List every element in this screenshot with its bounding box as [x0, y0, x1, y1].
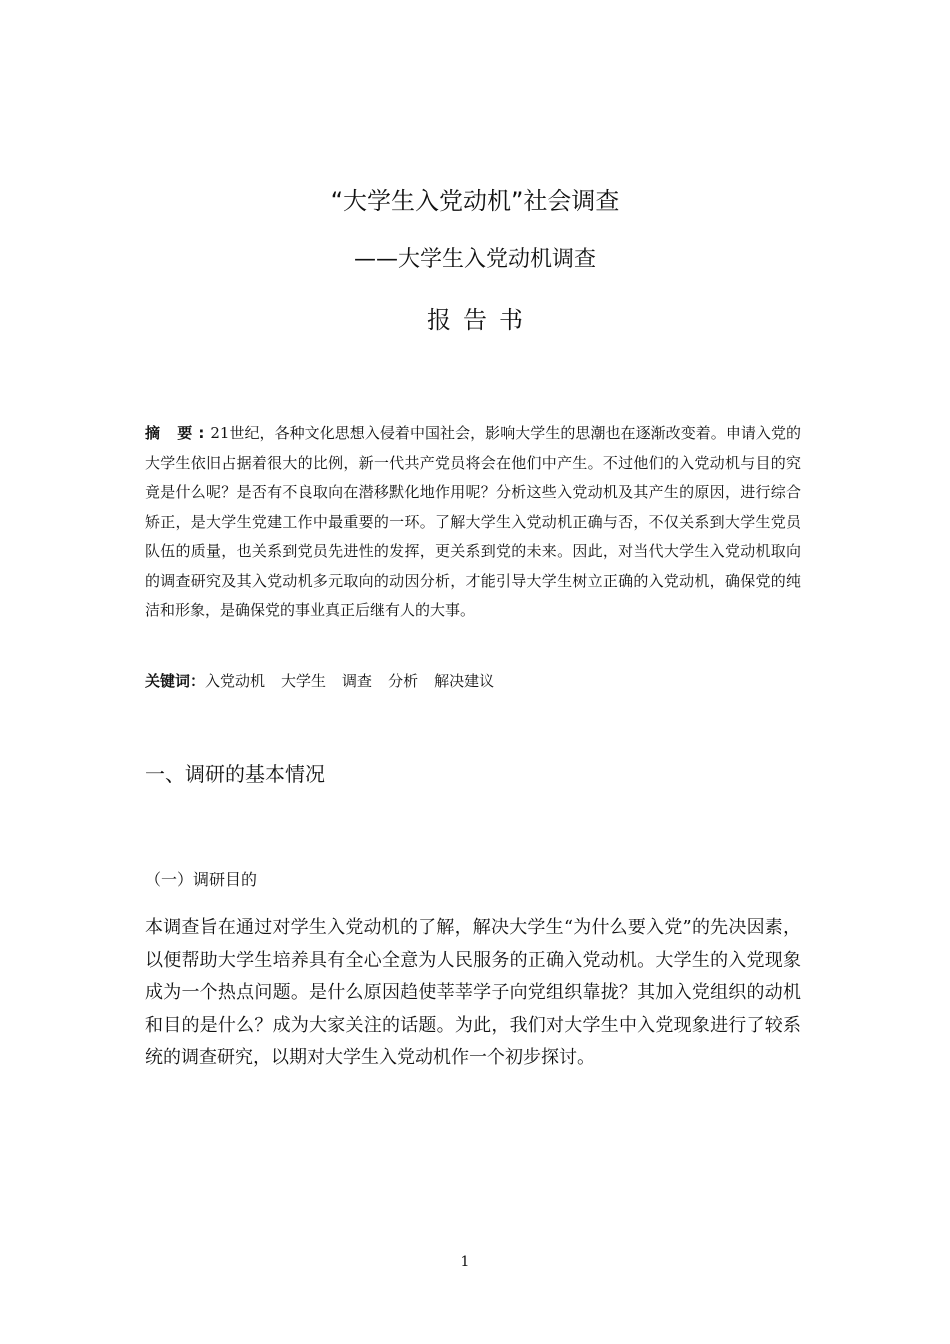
section-heading: 一、调研的基本情况 [145, 762, 325, 786]
page-number: 1 [460, 1254, 470, 1270]
keyword-item: 分析 [388, 672, 419, 690]
abstract-label: 摘 要: [145, 424, 211, 442]
keyword-item: 大学生 [281, 672, 327, 690]
abstract-text: 21世纪，各种文化思想入侵着中国社会，影响大学生的思潮也在逐渐改变着。申请入党的大学生依旧占据着很大的比例，新一代共产党员将会在他们中产生。不过他们的入党动机与目的究竟是什么呢？是否有不良取向在潜移默化地作用呢？分析这些入党动机及其产生的原因，进行综合矫正，是大学生党建工作中最重要的一环。了解大学生入党动机正确与否，不仅关系到大学生党员队伍的质量，也关系到党员先进性的发挥，更关系到党的未来。因此，对当代大学生入党动机取向的调查研究及其入党动机多元取向的动因分析，才能引导大学生树立正确的入党动机，确保党的纯洁和形象，是确保党的事业真正后继有人的大事。 [145, 424, 801, 619]
keywords-line [145, 667, 801, 695]
keyword-item: 调查 [342, 672, 373, 690]
report-subtitle: ——大学生入党动机调查 [353, 247, 596, 272]
body-paragraph: 本调查旨在通过对学生入党动机的了解，解决大学生“为什么要入党”的先决因素，以便帮助大学生培养具有全心全意为人民服务的正确入党动机。大学生的入党现象成为一个热点问题。是什么原因趋使莘莘学子向党组织靠拢？其加入党组织的动机和目的是什么？成为大家关注的话题。为此，我们对大学生中入党现象进行了较系统的调查研究，以期对大学生入党动机作一个初步探讨。 [145, 917, 801, 1068]
report-title: “大学生入党动机”社会调查 [330, 187, 620, 215]
keywords-label: 关键词： [145, 672, 206, 690]
report-doc-type: 报告书 [427, 306, 535, 334]
abstract-paragraph [145, 419, 801, 626]
keyword-item: 入党动机 [205, 672, 266, 690]
subsection-heading: （一）调研目的 [145, 870, 258, 889]
keyword-item: 解决建议 [434, 672, 495, 690]
